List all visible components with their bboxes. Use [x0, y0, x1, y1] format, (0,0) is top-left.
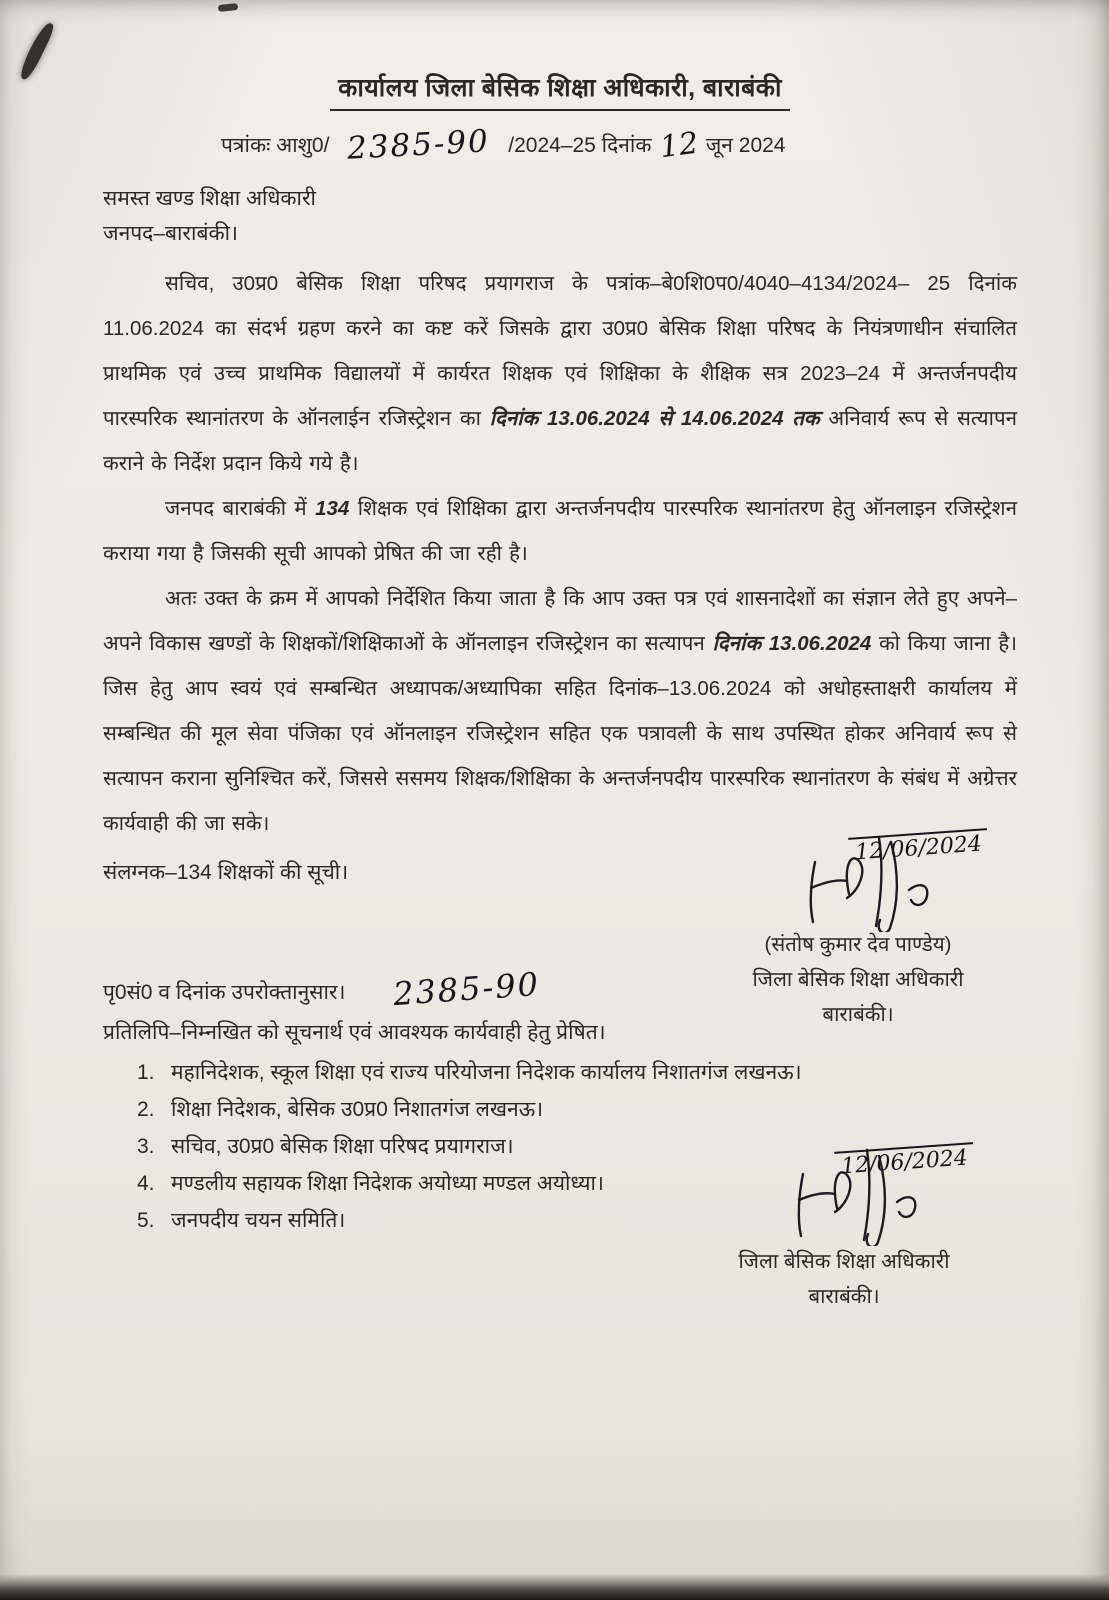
- p2-emphasis-count: 134: [315, 497, 350, 520]
- signatory-name: (संतोष कुमार देव पाण्डेय): [764, 933, 952, 956]
- signatory-place: बाराबंकी।: [822, 1003, 894, 1026]
- signatory-designation: जिला बेसिक शिक्षा अधिकारी: [752, 968, 964, 991]
- signature-block-2: [679, 1145, 1009, 1310]
- p3-emphasis-date: दिनांक 13.06.2024: [712, 632, 872, 655]
- scan-artifact-bottom: [0, 1574, 1109, 1600]
- endorsement-number-handwritten: 2385-90: [392, 964, 542, 1014]
- office-title: कार्यालय जिला बेसिक शिक्षा अधिकारी, बाराबंकी: [330, 70, 790, 111]
- p2-text-cont: शिक्षक एवं शिक्षिका द्वारा अन्तर्जनपदीय पारस्परिक स्थानांतरण हेतु ऑनलाइन रजिस्ट्रेशन कराया गया है जिसकी सूची आपको प्रेषित की जा रही है।: [103, 497, 1018, 565]
- copy-item-text: शिक्षा निदेशक, बेसिक उ0प्र0 निशातगंज लखनऊ।: [171, 1098, 544, 1121]
- paragraph-1: [103, 261, 1017, 486]
- signature-scribble: [679, 1145, 1009, 1240]
- signatory-designation: जिला बेसिक शिक्षा अधिकारी: [738, 1250, 950, 1273]
- ref-suffix: जून 2024: [705, 134, 786, 157]
- copy-item-text: महानिदेशक, स्कूल शिक्षा एवं राज्य परियोजना निदेशक कार्यालय निशातगंज लखनऊ।: [171, 1061, 802, 1084]
- copy-item-number: 3.: [137, 1135, 155, 1158]
- copy-item-number: 1.: [137, 1061, 155, 1084]
- ref-day-handwritten: 12: [657, 125, 700, 165]
- addressee-line-1: समस्त खण्ड शिक्षा अधिकारी: [103, 187, 316, 210]
- copy-item-number: 5.: [137, 1209, 155, 1232]
- copy-item: [137, 1054, 1017, 1091]
- signature-scribble: [693, 831, 1023, 926]
- copy-item: [137, 1091, 1017, 1128]
- signature-date-handwritten: 12/06/2024: [834, 1142, 974, 1180]
- ref-middle: /2024–25 दिनांक: [508, 134, 652, 157]
- copy-item-text: जनपदीय चयन समिति।: [171, 1209, 346, 1232]
- letter-content: [103, 70, 1017, 1239]
- p1-text-cont: अनिवार्य रूप से सत्यापन कराने के निर्देश प्रदान किये गये है।: [103, 407, 1017, 475]
- p3-text-cont: को किया जाना है। जिस हेतु आप स्वयं एवं सम्बन्धित अध्यापक/अध्यापिका सहित दिनांक–13.06.2024 को अधोहस्ताक्षरी कार्यालय में सम्बन्धित की मूल सेवा पंजिका एवं ऑनलाइन रजिस्ट्रेशन सहित एक पत्रावली के साथ उपस्थित होकर अनिवार्य रूप से सत्यापन कराना सुनिश्चित करें, जिससे ससमय शिक्षक/शिक्षिका के अन्तर्जनपदीय पारस्परिक स्थानांतरण के संबंध में अग्रेत्तर कार्यवाही की जा सके।: [103, 632, 1017, 835]
- addressee-line-2: जनपद–बाराबंकी।: [103, 222, 238, 245]
- p3-text: अतः उक्त के क्रम में आपको निर्देशित किया जाता है कि आप उक्त पत्र एवं शासनादेशों का संज्ञान लेते हुए अपने–अपने विकास खण्डों के शिक्षकों/शिक्षिकाओं के ऑनलाइन रजिस्ट्रेशन का सत्यापन: [103, 587, 1017, 655]
- copy-item-text: मण्डलीय सहायक शिक्षा निदेशक अयोध्या मण्डल अयोध्या।: [171, 1172, 604, 1195]
- copy-item-number: 4.: [137, 1172, 155, 1195]
- endorsement-ref-text: पृ0सं0 व दिनांक उपरोक्तानुसार।: [103, 981, 346, 1004]
- paragraph-3: [103, 576, 1017, 846]
- signature-date-handwritten: 12/06/2024: [848, 828, 988, 866]
- copy-item-text: सचिव, उ0प्र0 बेसिक शिक्षा परिषद प्रयागराज।: [171, 1135, 514, 1158]
- ink-smudge-top-left: [17, 20, 56, 81]
- p2-text: जनपद बाराबंकी में: [165, 497, 316, 520]
- p1-text: सचिव, उ0प्र0 बेसिक शिक्षा परिषद प्रयागराज के पत्रांक–बे0शि0प0/4040–4134/2024– 25 दिनांक 11.06.2024 का संदर्भ ग्रहण करने का कष्ट करें जिसके द्वारा उ0प्र0 बेसिक शिक्षा परिषद के नियंत्रणाधीन संचालित प्राथमिक एवं उच्च प्राथमिक विद्यालयों में कार्यरत शिक्षक एवं शिक्षिका के शैक्षिक सत्र 2023–24 में अन्तर्जनपदीय पारस्परिक स्थानांतरण के ऑनलाईन रजिस्ट्रेशन का: [103, 272, 1017, 430]
- enclosure-line: संलग्नक–134 शिक्षकों की सूची।: [103, 861, 349, 884]
- copy-item-number: 2.: [137, 1098, 155, 1121]
- letter-header: [103, 70, 1017, 111]
- paragraph-2: [103, 486, 1017, 576]
- signatory-place: बाराबंकी।: [808, 1285, 880, 1308]
- ref-number-handwritten: 2385-90: [346, 123, 492, 167]
- scan-artifact-top: [218, 3, 239, 12]
- addressee-block: [103, 181, 1017, 251]
- signature-block-1: [693, 831, 1023, 1028]
- copy-to-line: प्रतिलिपि–निम्नखित को सूचनार्थ एवं आवश्यक कार्यवाही हेतु प्रेषित।: [103, 1021, 606, 1044]
- ref-prefix: पत्रांकः आशु0/: [221, 134, 330, 157]
- letter-ref-line: [221, 123, 1017, 167]
- p1-emphasis-dates: दिनांक 13.06.2024 से 14.06.2024 तक: [489, 407, 820, 430]
